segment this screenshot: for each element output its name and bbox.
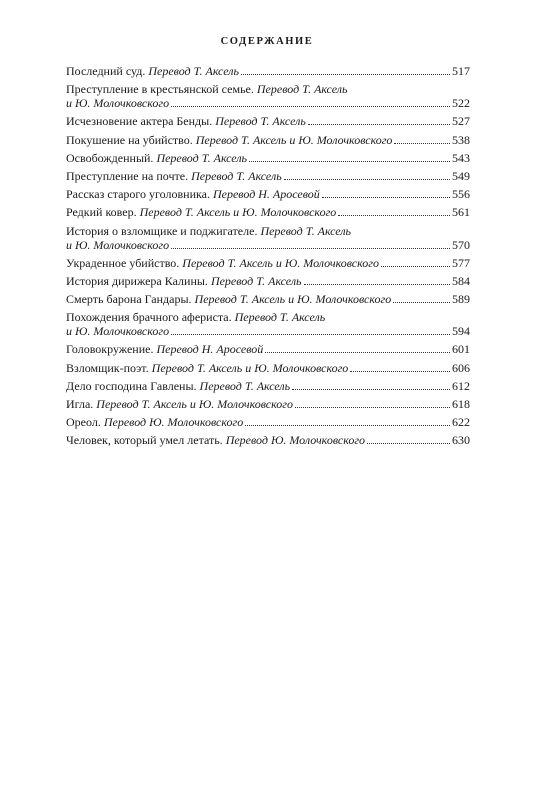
entry-title: Преступление на почте.	[66, 168, 189, 183]
entry-page: 594	[452, 324, 470, 339]
dot-leader	[367, 443, 450, 444]
entry-title: Дело господина Гавлены.	[66, 378, 197, 393]
entry-page: 543	[452, 150, 470, 165]
entry-page: 561	[452, 205, 470, 220]
entry-page: 612	[452, 378, 470, 393]
entry-translator: Перевод Н. Аросевой	[212, 187, 320, 202]
entry-title: Головокружение.	[66, 342, 154, 357]
toc-entry	[66, 82, 470, 110]
entry-page: 549	[452, 168, 470, 183]
entry-translator: Перевод Т. Аксель	[215, 114, 306, 129]
entry-page: 522	[452, 96, 470, 111]
dot-leader	[171, 334, 450, 335]
dot-leader	[171, 248, 450, 249]
entry-translator: Перевод Т. Аксель и Ю. Молочковского	[195, 132, 393, 147]
dot-leader	[338, 215, 450, 216]
entry-page: 556	[452, 187, 470, 202]
entry-translator: Перевод Т. Аксель и Ю. Молочковского	[139, 205, 337, 220]
entry-translator: Перевод Т. Аксель и Ю. Молочковского	[194, 292, 392, 307]
entry-translator: Перевод Т. Аксель	[156, 150, 248, 165]
dot-leader	[350, 371, 450, 372]
dot-leader	[322, 197, 450, 198]
entry-page: 618	[452, 397, 470, 411]
entry-translator: Перевод Т. Аксель	[210, 273, 302, 288]
entry-title: Последний суд.	[66, 64, 146, 78]
dot-leader	[394, 143, 450, 144]
entry-translator: Перевод Н. Аросевой	[156, 342, 264, 357]
entry-translator: Перевод Т. Аксель и Ю. Молочковского	[151, 360, 349, 375]
entry-translator: Перевод Ю. Молочковского	[225, 433, 366, 448]
entry-title: Украденное убийство.	[66, 255, 180, 270]
entry-page: 570	[452, 237, 470, 252]
entry-translator: Перевод Т. Аксель и Ю. Молочковского	[182, 255, 379, 270]
dot-leader	[241, 74, 450, 75]
entry-translator: Перевод Т. Аксель	[234, 310, 326, 325]
entry-title: Взломщик-поэт.	[66, 360, 149, 375]
toc-entry	[66, 274, 470, 288]
dot-leader	[265, 352, 450, 353]
entry-title: Покушение на убийство.	[66, 132, 193, 147]
entry-translator: Перевод Т. Аксель и Ю. Молочковского	[96, 397, 293, 411]
entry-translator: Перевод Т. Аксель	[199, 378, 291, 393]
entry-page: 527	[452, 114, 470, 129]
toc-entry	[66, 379, 470, 393]
toc-entry	[66, 397, 470, 411]
dot-leader	[171, 106, 450, 107]
entry-title: Освобожденный.	[66, 150, 154, 165]
dot-leader	[304, 284, 450, 285]
entry-title: История о взломщике и поджигателе.	[66, 223, 258, 238]
entry-page: 589	[452, 292, 470, 307]
entry-translator: Перевод Т. Аксель	[148, 64, 239, 78]
toc-entry	[66, 224, 470, 252]
entry-translator-continued: и Ю. Молочковского	[66, 324, 170, 339]
entry-page: 584	[452, 273, 470, 288]
toc-entry	[66, 310, 470, 338]
entry-title: Редкий ковер.	[66, 205, 137, 220]
entry-translator: Перевод Т. Аксель	[260, 223, 352, 238]
entry-translator-continued: и Ю. Молочковского	[66, 96, 170, 111]
toc-entry	[66, 415, 470, 429]
entry-title: Преступление в крестьянской семье.	[66, 82, 254, 97]
toc-entry	[66, 133, 470, 147]
entry-title: Ореол.	[66, 415, 101, 430]
dot-leader	[292, 389, 450, 390]
entry-page: 538	[452, 132, 470, 147]
dot-leader	[393, 302, 450, 303]
entry-page: 601	[452, 342, 470, 357]
entry-translator: Перевод Т. Аксель	[191, 168, 282, 183]
toc-entry	[66, 169, 470, 183]
table-of-contents	[66, 64, 470, 452]
entry-page: 622	[452, 415, 470, 430]
toc-entry	[66, 292, 470, 306]
dot-leader	[249, 161, 450, 162]
entry-page: 577	[452, 255, 470, 270]
entry-title: Рассказ старого уголовника.	[66, 187, 210, 202]
dot-leader	[245, 425, 450, 426]
entry-title: Исчезновение актера Бенды.	[66, 114, 213, 129]
toc-entry	[66, 205, 470, 219]
dot-leader	[284, 179, 450, 180]
toc-entry	[66, 361, 470, 375]
toc-entry	[66, 433, 470, 447]
toc-entry	[66, 256, 470, 270]
entry-page: 630	[452, 433, 470, 448]
entry-page: 517	[452, 64, 470, 78]
dot-leader	[295, 407, 450, 408]
entry-title: Человек, который умел летать.	[66, 433, 223, 448]
toc-entry	[66, 187, 470, 201]
toc-entry	[66, 114, 470, 128]
toc-entry	[66, 151, 470, 165]
toc-entry	[66, 342, 470, 356]
entry-translator: Перевод Ю. Молочковского	[103, 415, 244, 430]
entry-translator: Перевод Т. Аксель	[256, 82, 348, 97]
entry-page: 606	[452, 360, 470, 375]
entry-title: История дирижера Калины.	[66, 273, 208, 288]
dot-leader	[308, 124, 450, 125]
entry-title: Смерть барона Гандары.	[66, 292, 192, 307]
dot-leader	[381, 266, 450, 267]
toc-entry	[66, 64, 470, 78]
entry-title: Похождения брачного афериста.	[66, 310, 232, 325]
entry-title: Игла.	[66, 397, 94, 411]
page-heading: СОДЕРЖАНИЕ	[220, 36, 314, 47]
entry-translator-continued: и Ю. Молочковского	[66, 237, 170, 252]
